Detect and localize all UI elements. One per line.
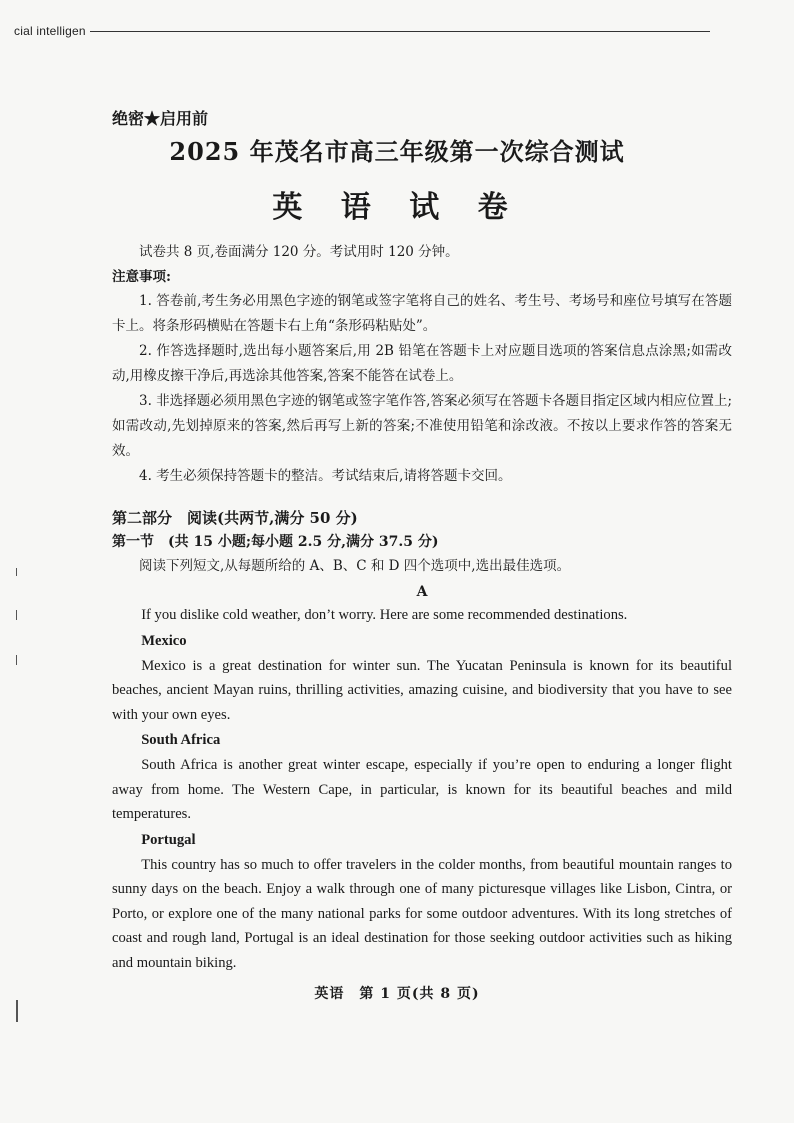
top-rule-divider	[90, 31, 710, 32]
destination-heading-south-africa: South Africa	[141, 732, 221, 748]
note-item-2: 2. 作答选择题时,选出每小题答案后,用 2B 铅笔在答题卡上对应题目选项的答案信息点涂黑;如需改动,用橡皮擦干净后,再选涂其他答案,答案不能答在试卷上。	[112, 343, 732, 384]
destination-heading-portugal: Portugal	[141, 831, 196, 848]
page-footer: 英语 第 1 页(共 8 页)	[314, 986, 480, 1002]
section-instruction: 阅读下列短文,从每题所给的 A、B、C 和 D 四个选项中,选出最佳选项。	[139, 558, 571, 574]
part-heading: 第二部分 阅读(共两节,满分 50 分)	[112, 509, 358, 527]
exam-body	[112, 240, 732, 975]
scan-mark	[16, 610, 17, 620]
exam-title: 2025 年茂名市高三年级第一次综合测试	[169, 137, 625, 166]
scan-mark	[16, 568, 17, 576]
scan-mark	[16, 655, 17, 665]
exam-intro: 试卷共 8 页,卷面满分 120 分。考试用时 120 分钟。	[139, 244, 459, 260]
scan-mark	[16, 1000, 18, 1022]
note-item-4: 4. 考生必须保持答题卡的整洁。考试结束后,请将答题卡交回。	[139, 468, 512, 484]
section-heading: 第一节 (共 15 小题;每小题 2.5 分,满分 37.5 分)	[112, 534, 439, 550]
confidential-label: 绝密★启用前	[112, 109, 209, 128]
exam-subject: 英 语 试 卷	[272, 190, 522, 225]
header-fragment-text: cial intelligen	[14, 24, 86, 38]
notes-title: 注意事项:	[112, 269, 171, 285]
destination-text-mexico: Mexico is a great destination for winter sun. The Yucatan Peninsula is known for its beautiful beaches, ancient Mayan ruins, thrilling activities, amazing cuisine, and biodiversity that you have to see with your own eyes.	[112, 657, 732, 723]
destination-text-south-africa: South Africa is another great winter escape, especially if you’re open to enduring a longer flight away from home. The Western Cape, in particular, is known for its beautiful beaches and mild temperatures.	[112, 757, 732, 822]
destination-heading-mexico: Mexico	[141, 632, 187, 649]
destination-text-portugal: This country has so much to offer travelers in the colder months, from beautiful mountain ranges to sunny days on the beach. Enjoy a walk through one of many picturesque villages like Lisbon, Cintra, or Porto, or explore one of the many national parks for some outdoor adventures. With its long stretches of coast and rough land, Portugal is an ideal destination for those seeking outdoor activities such as hiking and mountain biking.	[112, 856, 732, 971]
note-item-1: 1. 答卷前,考生务必用黑色字迹的钢笔或签字笔将自己的姓名、考生号、考场号和座位号填写在答题卡上。将条形码横贴在答题卡右上角“条形码粘贴处”。	[112, 293, 732, 334]
passage-label: A	[416, 584, 428, 600]
note-item-3: 3. 非选择题必须用黑色字迹的钢笔或签字笔作答,答案必须写在答题卡各题目指定区域内相应位置上;如需改动,先划掉原来的答案,然后再写上新的答案;不准使用铅笔和涂改液。不按以上要求作答的答案无效。	[112, 393, 733, 459]
passage-intro: If you dislike cold weather, don’t worry. Here are some recommended destinations.	[141, 607, 628, 623]
